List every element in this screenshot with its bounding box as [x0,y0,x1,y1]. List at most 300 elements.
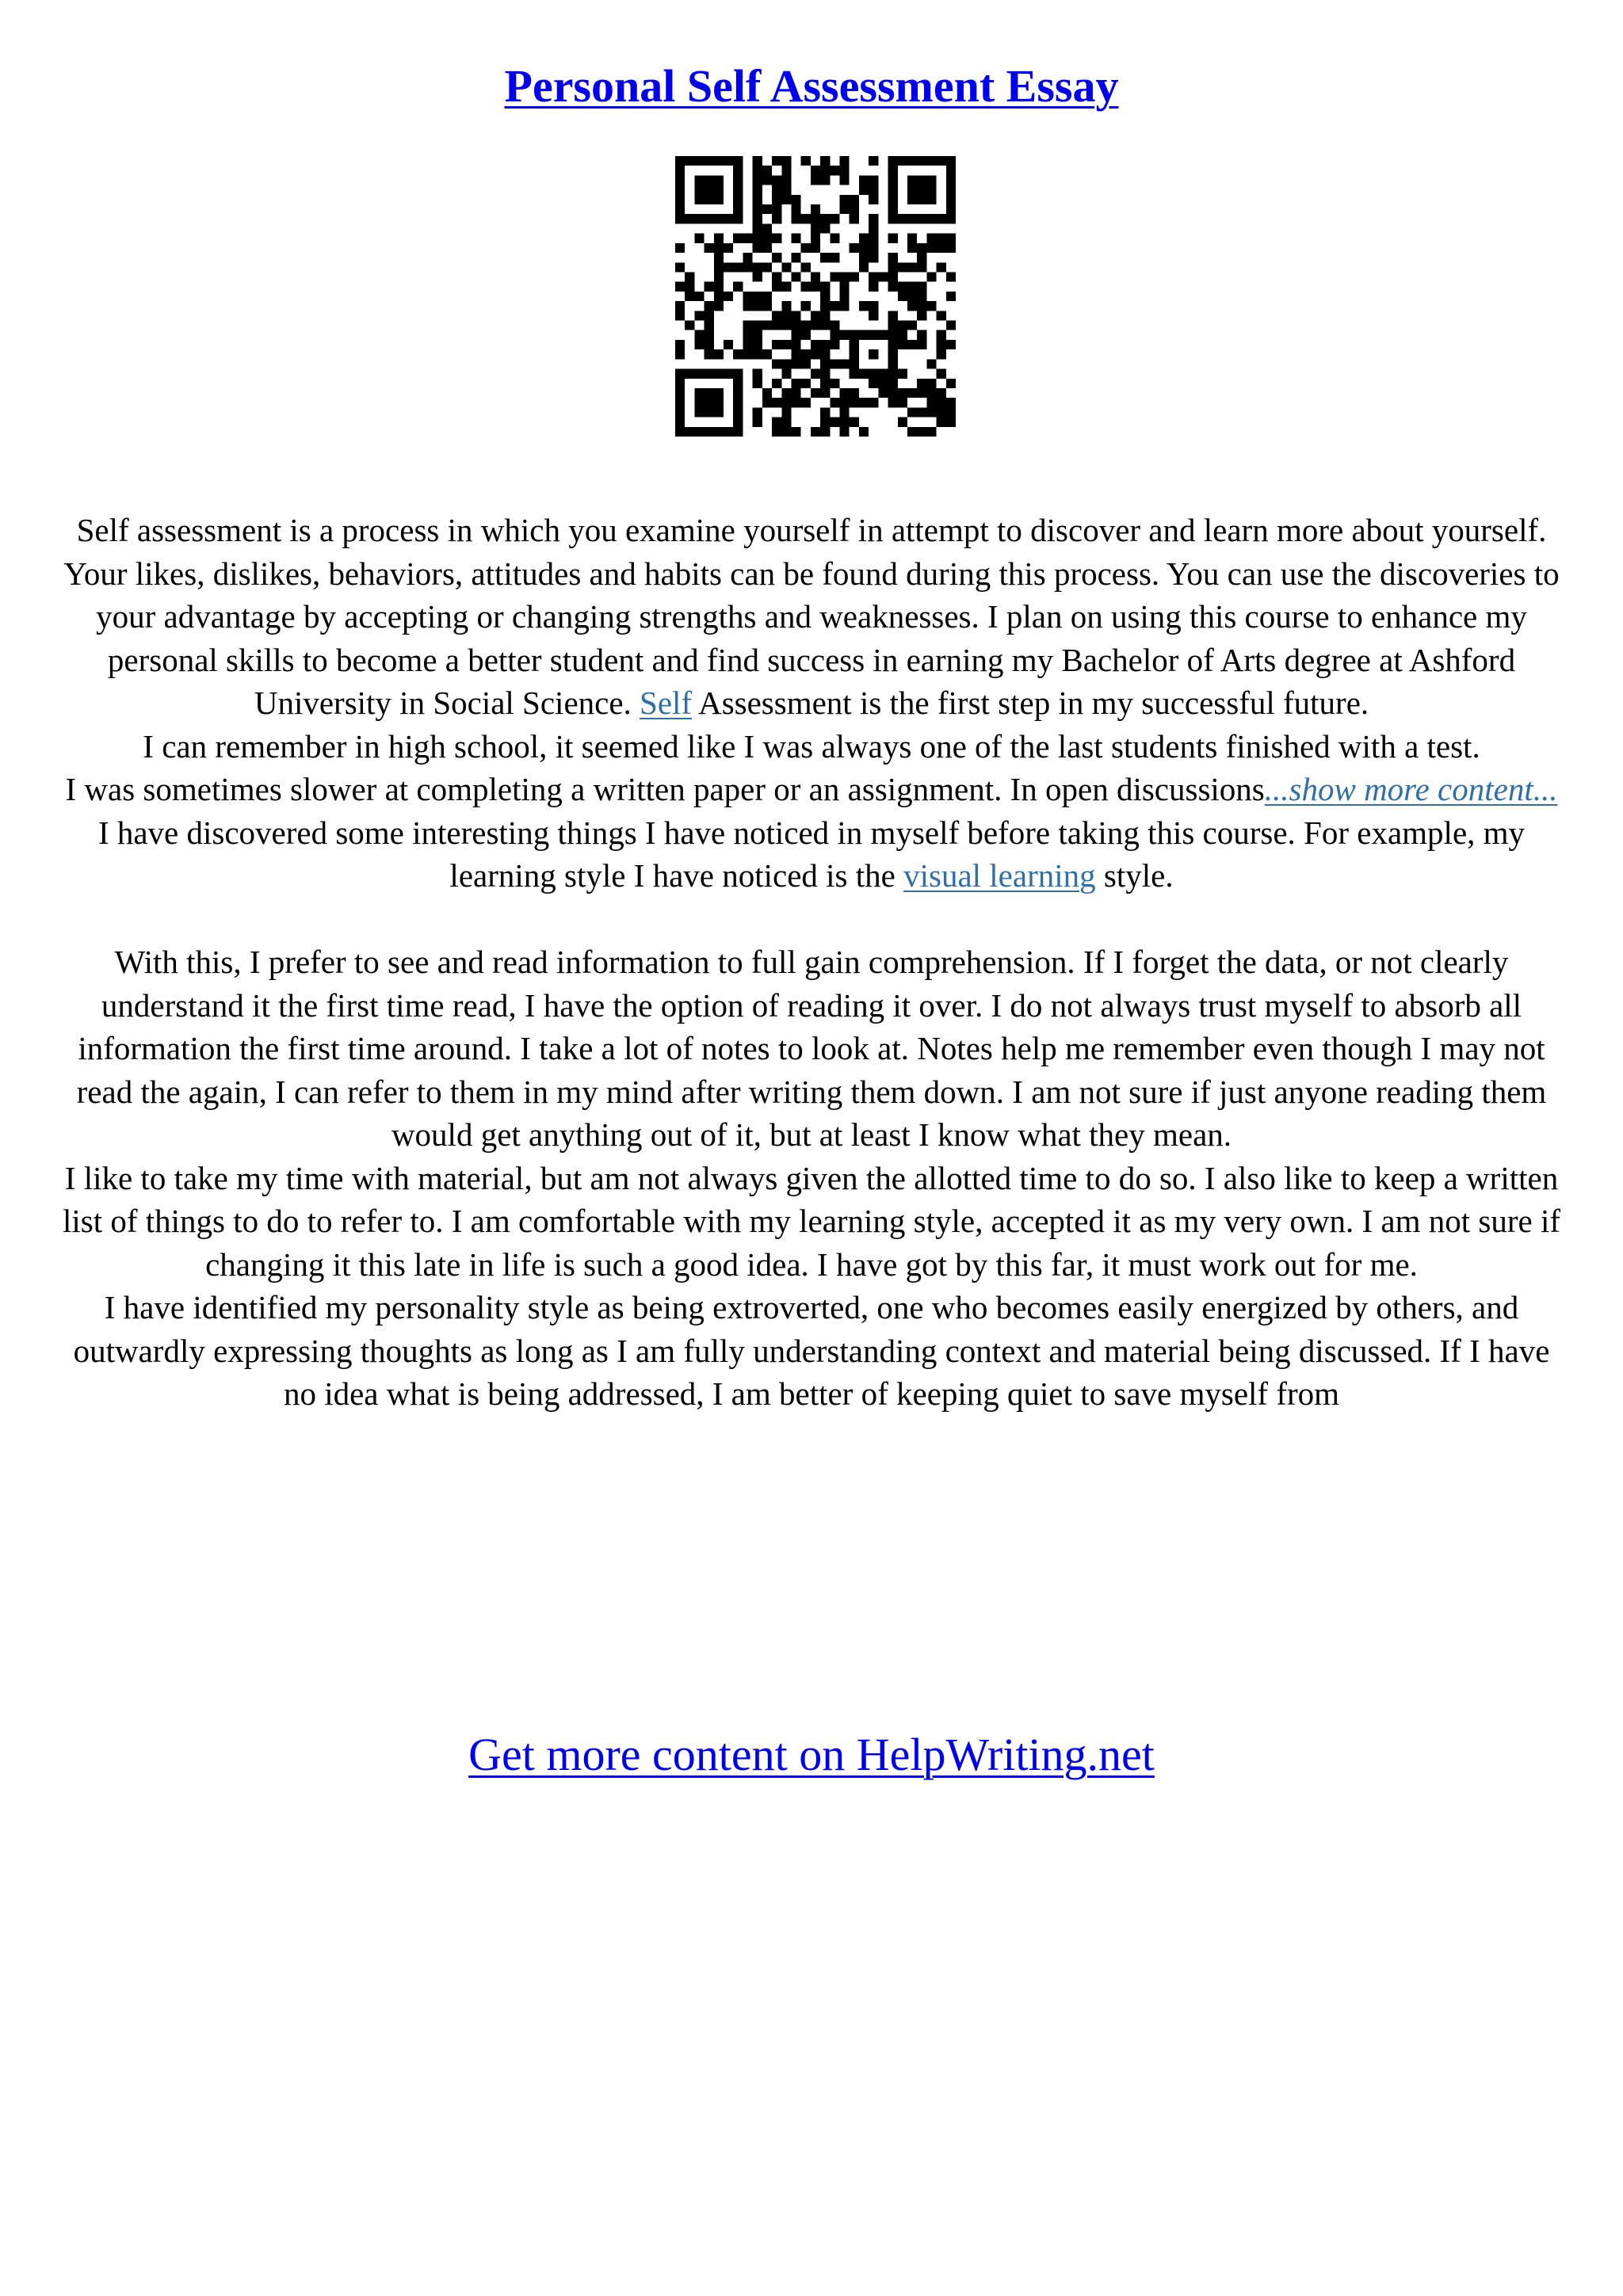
qr-module [733,185,743,195]
qr-module [791,253,800,262]
qr-module [762,292,772,301]
qr-module [714,156,724,166]
qr-module [791,311,800,320]
qr-module [840,427,850,437]
qr-module [714,282,724,292]
qr-module [694,234,704,243]
qr-module [705,195,714,204]
qr-module [898,340,907,349]
qr-module [762,388,772,398]
qr-module [888,340,898,349]
qr-module [917,243,926,253]
qr-module [705,388,714,398]
qr-module [685,321,694,330]
qr-module [675,407,685,417]
qr-module [937,234,946,243]
qr-module [801,262,811,272]
qr-module [705,349,714,359]
qr-module [791,359,800,368]
qr-module [888,321,898,330]
qr-module [937,407,946,417]
qr-module [724,243,733,253]
paragraph-4 [55,811,1568,898]
qr-module [859,175,869,185]
qr-module [781,282,791,292]
qr-module [937,418,946,427]
qr-module [907,185,917,195]
qr-module [869,234,878,243]
qr-module [801,379,811,388]
qr-module [762,321,772,330]
qr-module [820,340,830,349]
qr-module [762,223,772,233]
qr-module [820,253,830,262]
qr-module [791,398,800,407]
qr-module [781,340,791,349]
qr-module [869,214,878,223]
qr-module [733,349,743,359]
page-title [0,59,1623,114]
qr-module [869,301,878,311]
qr-module [724,214,733,223]
qr-module [907,214,917,223]
qr-module [811,214,820,223]
qr-module [772,185,781,195]
qr-module [675,388,685,398]
qr-module [675,427,685,437]
qr-module [878,369,888,379]
qr-module [888,272,898,281]
qr-module [801,301,811,311]
qr-module [850,330,859,340]
qr-module [888,185,898,195]
qr-module [898,262,907,272]
qr-module [781,418,791,427]
qr-module [694,292,704,301]
qr-module [917,292,926,301]
qr-module [801,156,811,166]
qr-module [898,388,907,398]
qr-module [762,398,772,407]
qr-module [946,321,956,330]
qr-module [888,330,898,340]
qr-module [898,369,907,379]
qr-module [811,321,820,330]
qr-module [753,369,762,379]
qr-module [878,388,888,398]
qr-module [733,388,743,398]
qr-module [781,359,791,368]
qr-module [926,272,936,281]
qr-module [946,379,956,388]
qr-module [781,321,791,330]
qr-module [694,195,704,204]
qr-module [820,311,830,320]
qr-module [743,321,752,330]
qr-module [714,185,724,195]
qr-module [743,234,752,243]
qr-module [898,330,907,340]
qr-module [840,195,850,204]
qr-module [907,282,917,292]
paragraph-2: I can remember in high school, it seemed like I was always one of the last students finished with a test. [143,727,1480,765]
qr-module [743,330,752,340]
qr-module [743,253,752,262]
qr-module [840,204,850,214]
qr-module [859,369,869,379]
qr-module [830,301,839,311]
qr-module [898,282,907,292]
qr-module [878,272,888,281]
qr-module [772,156,781,166]
qr-module [926,195,936,204]
paragraph-4-text: I have discovered some interesting things I have noticed in myself before taking this course. For example, my learning style I have noticed is the [97,814,1526,894]
qr-module [733,369,743,379]
qr-module [926,175,936,185]
qr-module [907,262,917,272]
qr-module [946,398,956,407]
qr-module [850,369,859,379]
qr-module [859,398,869,407]
qr-module [753,195,762,204]
qr-module [772,359,781,368]
qr-module [840,418,850,427]
qr-module [830,321,839,330]
qr-module [917,282,926,292]
qr-module [811,349,820,359]
qr-module [733,282,743,292]
footer [0,1727,1623,1783]
qr-module [926,156,936,166]
qr-module [820,349,830,359]
qr-module [946,166,956,175]
qr-module [937,398,946,407]
qr-module [705,156,714,166]
qr-module [781,156,791,166]
qr-module [888,388,898,398]
qr-module [869,369,878,379]
qr-module [694,398,704,407]
qr-module [762,175,772,185]
qr-module [781,369,791,379]
qr-module [820,418,830,427]
qr-module [714,253,724,262]
qr-module [820,427,830,437]
qr-module [937,340,946,349]
qr-module [946,234,956,243]
qr-module [937,214,946,223]
qr-module [917,214,926,223]
qr-module [733,398,743,407]
qr-module [907,292,917,301]
qr-module [840,282,850,292]
qr-module [850,398,859,407]
qr-module [888,234,898,243]
qr-module [926,243,936,253]
title-link[interactable]: Personal Self Assessment Essay [504,60,1119,112]
qr-module [888,195,898,204]
qr-module [820,156,830,166]
qr-module [753,204,762,214]
visual-learning-link[interactable]: visual learning [903,857,1096,894]
qr-module [714,243,724,253]
paragraph-spacer [55,898,1568,941]
qr-module [685,292,694,301]
qr-module [675,175,685,185]
qr-module [772,379,781,388]
qr-module [791,195,800,204]
qr-module [946,214,956,223]
qr-module [733,418,743,427]
qr-module [675,301,685,311]
paragraph-1-text-end: Assessment is the first step in my successful future. [692,685,1369,721]
paragraph-1-text: Self assessment is a process in which you examine yourself in attempt to discover and learn more about yourself. Your likes, dislikes, behaviors, attitudes and habits can be found during this process. You can use the discoveries to your advantage by accepting or changing strengths and weaknesses. I plan on using this course to enhance my personal skills to become a better student and find success in earning my Bachelor of Arts degree at Ashford University in Social Science. [63,512,1560,721]
qr-module [820,292,830,301]
qr-module [917,253,926,262]
qr-module [694,427,704,437]
qr-module [705,398,714,407]
qr-module [850,340,859,349]
qr-module [907,301,917,311]
qr-module [714,427,724,437]
qr-module [888,253,898,262]
qr-module [685,214,694,223]
qr-module [762,234,772,243]
qr-module [937,330,946,340]
qr-module [772,340,781,349]
qr-module [753,175,762,185]
qr-module [888,282,898,292]
paragraph-3 [55,768,1568,811]
qr-module [937,262,946,272]
qr-module [724,262,733,272]
qr-module [753,330,762,340]
qr-module [694,214,704,223]
qr-module [926,359,936,368]
qr-module [917,175,926,185]
qr-module [850,195,859,204]
qr-module [946,407,956,417]
qr-module [685,156,694,166]
qr-module [694,185,704,195]
self-link[interactable]: Self [640,685,693,721]
qr-module [791,272,800,281]
qr-module [675,243,685,253]
qr-module [898,156,907,166]
qr-module [694,340,704,349]
qr-module [753,292,762,301]
qr-module [898,321,907,330]
qr-module [917,427,926,437]
qr-module [820,388,830,398]
qr-module [772,398,781,407]
qr-module [840,330,850,340]
qr-module [801,321,811,330]
qr-module [705,340,714,349]
qr-module [888,156,898,166]
qr-module [888,359,898,368]
qr-module [917,156,926,166]
qr-module [917,379,926,388]
qr-module [772,175,781,185]
qr-module [907,388,917,398]
qr-module [820,282,830,292]
qr-module [685,427,694,437]
qr-module [898,398,907,407]
qr-module [685,282,694,292]
qr-module [743,262,752,272]
qr-module [946,243,956,253]
qr-module [859,262,869,272]
qr-module [714,234,724,243]
qr-module [772,214,781,223]
qr-module [753,234,762,243]
qr-module [907,321,917,330]
qr-module [762,166,772,175]
qr-module [781,262,791,272]
qr-module [743,340,752,349]
qr-module [675,214,685,223]
qr-module [733,156,743,166]
qr-module [781,398,791,407]
qr-module [675,185,685,195]
qr-module [811,282,820,292]
qr-module [714,349,724,359]
qr-code [675,156,956,437]
qr-module [791,427,800,437]
qr-module [869,195,878,204]
qr-module [830,253,839,262]
qr-module [917,388,926,398]
qr-module [705,243,714,253]
qr-module [781,301,791,311]
qr-module [926,427,936,437]
qr-module [762,301,772,311]
qr-module [820,359,830,368]
qr-module [811,369,820,379]
qr-module [753,156,762,166]
qr-module [714,214,724,223]
qr-module [714,388,724,398]
qr-module [753,418,762,427]
qr-module [898,214,907,223]
qr-module [772,321,781,330]
qr-module [714,262,724,272]
qr-module [859,185,869,195]
qr-module [781,427,791,437]
qr-module [820,166,830,175]
qr-module [675,349,685,359]
qr-module [705,185,714,195]
qr-module [694,388,704,398]
qr-module [888,204,898,214]
qr-module [714,292,724,301]
qr-module [869,311,878,320]
qr-module [869,185,878,195]
qr-module [937,311,946,320]
qr-module [801,398,811,407]
qr-module [937,156,946,166]
qr-module [753,185,762,195]
qr-module [859,253,869,262]
qr-module [811,311,820,320]
qr-module [811,340,820,349]
qr-module [878,330,888,340]
qr-module [946,195,956,204]
qr-module [791,349,800,359]
qr-module [907,407,917,417]
qr-module [811,427,820,437]
qr-module [840,359,850,368]
qr-module [733,379,743,388]
qr-module [888,166,898,175]
qr-module [888,175,898,185]
qr-module [801,214,811,223]
qr-module [869,156,878,166]
qr-module [772,282,781,292]
qr-module [772,195,781,204]
qr-module [830,379,839,388]
qr-module [733,262,743,272]
qr-module [840,398,850,407]
qr-module [694,330,704,340]
qr-module [869,272,878,281]
qr-module [830,214,839,223]
qr-module [898,418,907,427]
qr-module [781,388,791,398]
qr-module [937,349,946,359]
qr-module [675,195,685,204]
qr-module [820,175,830,185]
qr-module [705,330,714,340]
qr-module [830,359,839,368]
qr-module [791,330,800,340]
show-more-link[interactable]: ...show more content... [1264,771,1558,807]
qr-module [724,369,733,379]
qr-module [917,262,926,272]
qr-module [685,272,694,281]
qr-module [926,398,936,407]
qr-module [926,214,936,223]
qr-module [850,418,859,427]
qr-module [926,388,936,398]
qr-module [733,195,743,204]
qr-module [859,330,869,340]
qr-module [859,427,869,437]
qr-module [675,379,685,388]
qr-module [772,418,781,427]
qr-module [917,330,926,340]
qr-module [820,379,830,388]
qr-module [840,407,850,417]
qr-module [840,166,850,175]
qr-module [811,388,820,398]
qr-module [694,311,704,320]
qr-module [830,340,839,349]
qr-module [705,321,714,330]
qr-module [811,272,820,281]
qr-module [743,349,752,359]
qr-module [811,204,820,214]
qr-module [694,407,704,417]
qr-module [888,262,898,272]
qr-module [801,330,811,340]
qr-module [869,379,878,388]
qr-module [926,185,936,195]
paragraph-7: I have identified my personality style as being extroverted, one who becomes easily energized by others, and outwardly expressing thoughts as long as I am fully understanding context and material being discussed. If I have no idea what is being addressed, I am better of keeping quiet to save myself from [73,1289,1550,1412]
helpwriting-link[interactable]: Get more content on HelpWriting.net [468,1729,1155,1780]
qr-module [917,185,926,195]
